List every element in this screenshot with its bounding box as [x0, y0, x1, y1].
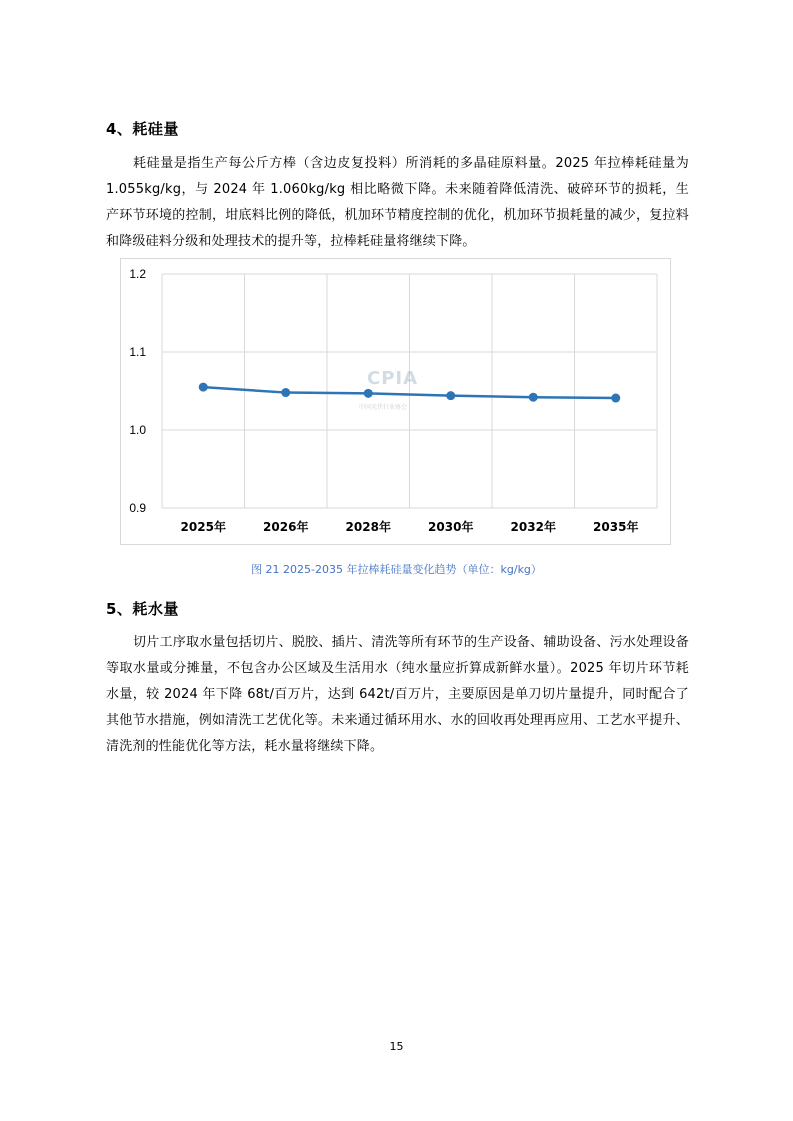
data-point: [611, 394, 620, 403]
y-tick-label: 1.1: [129, 345, 146, 359]
data-point: [446, 391, 455, 400]
page-number: 15: [389, 1040, 404, 1053]
cpia-watermark-logo: [355, 362, 435, 418]
x-tick-label: 2026年: [263, 520, 309, 534]
x-tick-label: 2028年: [345, 520, 391, 534]
watermark-title: CPIA: [367, 368, 419, 389]
y-tick-label: 1.0: [129, 423, 146, 437]
data-point: [199, 383, 208, 392]
x-tick-label: 2025年: [180, 520, 226, 534]
watermark-subtitle: 中国光伏行业协会: [359, 404, 408, 411]
figure-caption: 图 21 2025-2035 年拉棒耗硅量变化趋势（单位：kg/kg）: [251, 563, 542, 576]
y-tick-label: 0.9: [129, 501, 146, 515]
x-tick-label: 2030年: [428, 520, 474, 534]
data-point: [281, 388, 290, 397]
x-tick-label: 2032年: [510, 520, 556, 534]
silicon-consumption-chart: [120, 258, 671, 545]
paragraph-silicon-consumption: 耗硅量是指生产每公斤方棒（含边皮复投料）所消耗的多晶硅原料量。2025 年拉棒耗硅量为 1.055kg/kg，与 2024 年 1.060kg/kg 相比略微下降。未来随着降低清洗、破碎环节的损耗，生产环节环境的控制，坩底料比例的降低，机加环节精度控制的优化，机加环节损耗量的减少，复拉料和降级硅料分级和处理技术的提升等，拉棒耗硅量将继续下降。: [106, 156, 689, 249]
data-point: [529, 393, 538, 402]
section-heading-silicon-consumption: 4、耗硅量: [106, 120, 179, 138]
paragraph-water-consumption: 切片工序取水量包括切片、脱胶、插片、清洗等所有环节的生产设备、辅助设备、污水处理设备等取水量或分摊量，不包含办公区域及生活用水（纯水量应折算成新鲜水量）。2025 年切片环节耗水量，较 2024 年下降 68t/百万片，达到 642t/百万片，主要原因是单刀切片量提升，同时配合了其他节水措施，例如清洗工艺优化等。未来通过循环用水、水的回收再处理再应用、工艺水平提升、清洗剂的性能优化等方法，耗水量将继续下降。: [106, 635, 689, 754]
section-heading-water-consumption: 5、耗水量: [106, 600, 179, 618]
y-tick-label: 1.2: [129, 267, 146, 281]
x-tick-label: 2035年: [593, 520, 639, 534]
